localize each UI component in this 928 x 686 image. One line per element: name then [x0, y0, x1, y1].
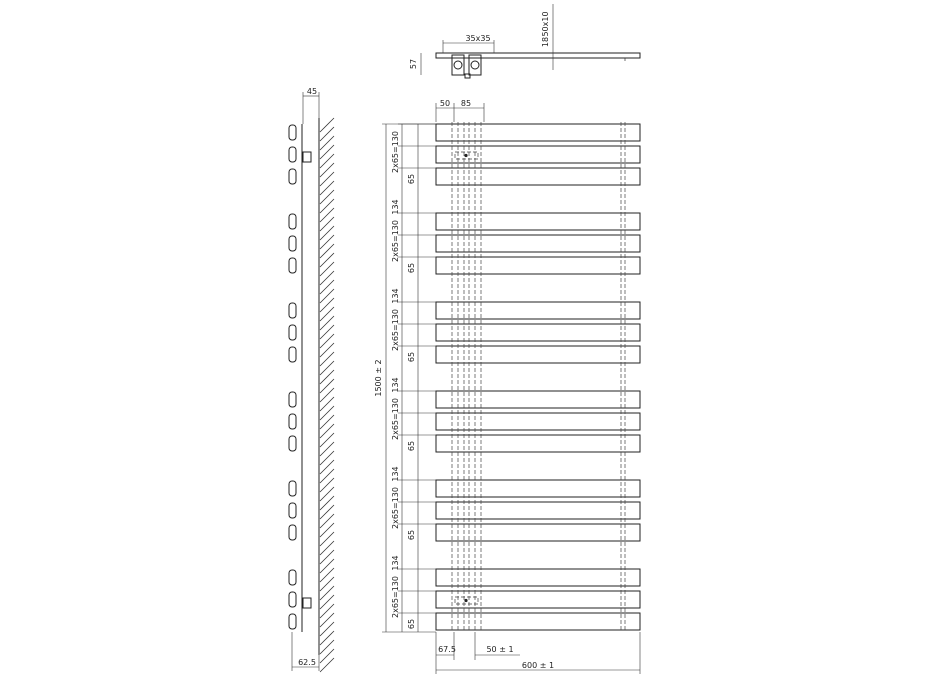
front-bar [436, 302, 640, 319]
dim-67-5: 67.5 [438, 645, 456, 654]
side-bar [289, 414, 296, 429]
side-bar [289, 436, 296, 451]
front-bar [436, 569, 640, 586]
dim-65: 65 [407, 351, 416, 363]
side-bar [289, 125, 296, 140]
dim-65: 65 [407, 529, 416, 541]
dim-134: 134 [391, 288, 400, 304]
dim-62-5: 62.5 [298, 658, 316, 667]
front-bar [436, 613, 640, 630]
dim-85: 85 [460, 99, 472, 108]
front-view [374, 99, 640, 674]
side-bar [289, 325, 296, 340]
front-bar [436, 391, 640, 408]
bracket-bottom [303, 598, 311, 608]
side-bar [289, 614, 296, 629]
dim-65: 65 [407, 173, 416, 185]
side-bar [289, 570, 296, 585]
front-bar [436, 480, 640, 497]
dim-65: 65 [407, 618, 416, 630]
side-bar [289, 236, 296, 251]
side-bar [289, 258, 296, 273]
front-bar [436, 213, 640, 230]
front-bar [436, 168, 640, 185]
front-bar [436, 235, 640, 252]
dim-65: 65 [407, 440, 416, 452]
side-bar [289, 347, 296, 362]
dim-35x35: 35x35 [465, 34, 491, 43]
left-dimension-labels [391, 124, 436, 629]
dim-2x65: 2x65=130 [391, 487, 400, 529]
front-bar [436, 257, 640, 274]
front-bar [436, 124, 640, 141]
front-bar [436, 324, 640, 341]
dim-2x65: 2x65=130 [391, 220, 400, 262]
side-bar [289, 303, 296, 318]
dim-50-pm-1: 50 ± 1 [486, 645, 514, 654]
side-bar [289, 147, 296, 162]
dim-2x65: 2x65=130 [391, 576, 400, 618]
front-bar [436, 413, 640, 430]
front-bar [436, 435, 640, 452]
dim-2x65: 2x65=130 [391, 131, 400, 173]
side-bar [289, 592, 296, 607]
side-bar [289, 392, 296, 407]
front-bar [436, 524, 640, 541]
side-bar [289, 503, 296, 518]
dim-18: 18 [541, 36, 550, 48]
dim-50: 50 [439, 99, 451, 108]
front-bars [436, 124, 640, 630]
dim-57: 57 [409, 58, 418, 70]
side-bar [289, 525, 296, 540]
dim-1500: 1500 ± 2 [374, 359, 383, 397]
side-bar [289, 481, 296, 496]
front-bar [436, 502, 640, 519]
dim-2x65: 2x65=130 [391, 309, 400, 351]
dim-134: 134 [391, 466, 400, 482]
side-bars [289, 125, 296, 629]
dim-65: 65 [407, 262, 416, 274]
dim-2x65: 2x65=130 [391, 398, 400, 440]
dim-600: 600 ± 1 [521, 661, 555, 670]
dim-134: 134 [391, 199, 400, 215]
bracket-top [303, 152, 311, 162]
top-view [409, 4, 640, 78]
top-view-bar [436, 53, 640, 58]
dim-134: 134 [391, 555, 400, 571]
wall-hatching [320, 118, 334, 672]
side-view [289, 87, 334, 672]
side-bar [289, 169, 296, 184]
front-bar [436, 346, 640, 363]
dim-50x10: 50x10 [541, 11, 550, 37]
dim-45: 45 [306, 87, 318, 96]
dim-134: 134 [391, 377, 400, 393]
side-bar [289, 214, 296, 229]
